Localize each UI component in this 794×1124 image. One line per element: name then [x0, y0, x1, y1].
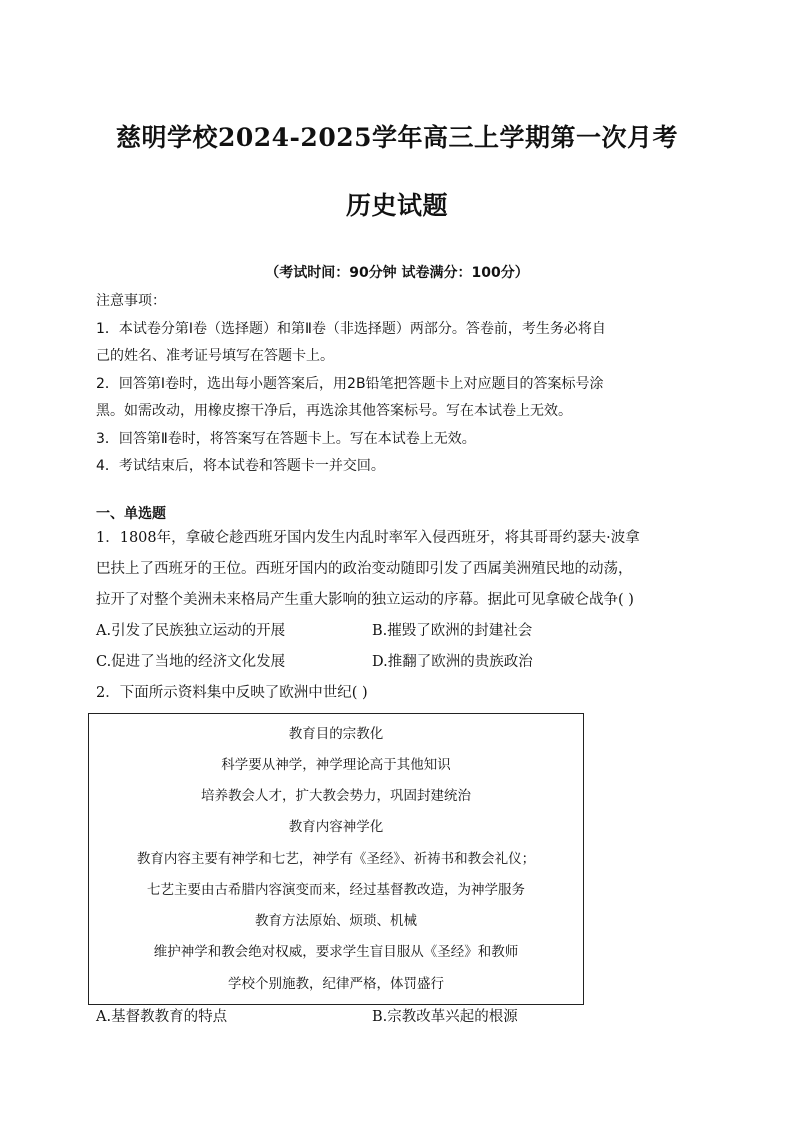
question-1-line: 1．1808年，拿破仑趁西班牙国内发生内乱时率军入侵西班牙，将其哥哥约瑟夫·波拿 — [96, 530, 640, 546]
q1-option-d: D.推翻了欧洲的贵族政治 — [372, 654, 533, 670]
q1-option-a: A.引发了民族独立运动的开展 — [96, 623, 286, 639]
question-1-line: 巴扶上了西班牙的王位。西班牙国内的政治变动随即引发了西属美洲殖民地的动荡， — [96, 561, 633, 577]
source-line: 维护神学和教会绝对权威，要求学生盲目服从《圣经》和教师 — [153, 944, 519, 960]
q1-option-b: B.摧毁了欧洲的封建社会 — [372, 623, 533, 639]
question-2-stem — [96, 678, 706, 709]
source-line: 教育目的宗教化 — [288, 726, 384, 742]
q2-option-a: A.基督教教育的特点 — [96, 1009, 228, 1025]
question-1-line: 拉开了对整个美洲未来格局产生重大影响的独立运动的序幕。据此可见拿破仑战争( ) — [96, 592, 634, 608]
q1-option-c: C.促进了当地的经济文化发展 — [96, 654, 286, 670]
question-1-options — [96, 616, 706, 678]
subject-title: 历史试题 — [345, 191, 448, 220]
exam-title: 慈明学校2024-2025学年高三上学期第一次月考 — [115, 123, 679, 152]
source-material-box — [88, 713, 584, 1005]
notes-line: 3．回答第Ⅱ卷时，将答案写在答题卡上。写在本试卷上无效。 — [96, 430, 476, 447]
source-line: 培养教会人才，扩大教会势力，巩固封建统治 — [201, 788, 471, 804]
question-1-stem — [96, 523, 706, 616]
exam-info: （考试时间：90分钟 试卷满分：100分） — [265, 265, 529, 281]
notes-line: 2．回答第Ⅰ卷时，选出每小题答案后，用2B铅笔把答题卡上对应题目的答案标号涂 — [96, 375, 604, 392]
notes-line: 4．考试结束后，将本试卷和答题卡一并交回。 — [96, 458, 385, 474]
source-line: 科学要从神学，神学理论高于其他知识 — [221, 757, 451, 773]
source-line: 教育方法原始、烦琐、机械 — [255, 913, 417, 929]
source-line: 学校个别施教，纪律严格，体罚盛行 — [228, 976, 444, 992]
notes-section — [96, 288, 706, 481]
source-line: 教育内容神学化 — [288, 819, 384, 835]
source-line: 七艺主要由古希腊内容演变而来，经过基督教改造，为神学服务 — [147, 882, 525, 898]
q2-option-b: B.宗教改革兴起的根源 — [372, 1009, 518, 1025]
notes-line: 1．本试卷分第Ⅰ卷（选择题）和第Ⅱ卷（非选择题）两部分。答卷前，考生务必将自 — [96, 320, 606, 337]
notes-line: 黑。如需改动，用橡皮擦干净后，再选涂其他答案标号。写在本试卷上无效。 — [96, 403, 572, 419]
source-line: 教育内容主要有神学和七艺，神学有《圣经》、祈祷书和教会礼仪； — [136, 851, 536, 867]
notes-heading: 注意事项： — [96, 293, 166, 309]
notes-line: 己的姓名、准考证号填写在答题卡上。 — [96, 348, 334, 364]
question-2-line: 2．下面所示资料集中反映了欧洲中世纪( ) — [96, 685, 368, 701]
question-2-options — [96, 1002, 706, 1033]
section-heading: 一、单选题 — [96, 506, 166, 522]
